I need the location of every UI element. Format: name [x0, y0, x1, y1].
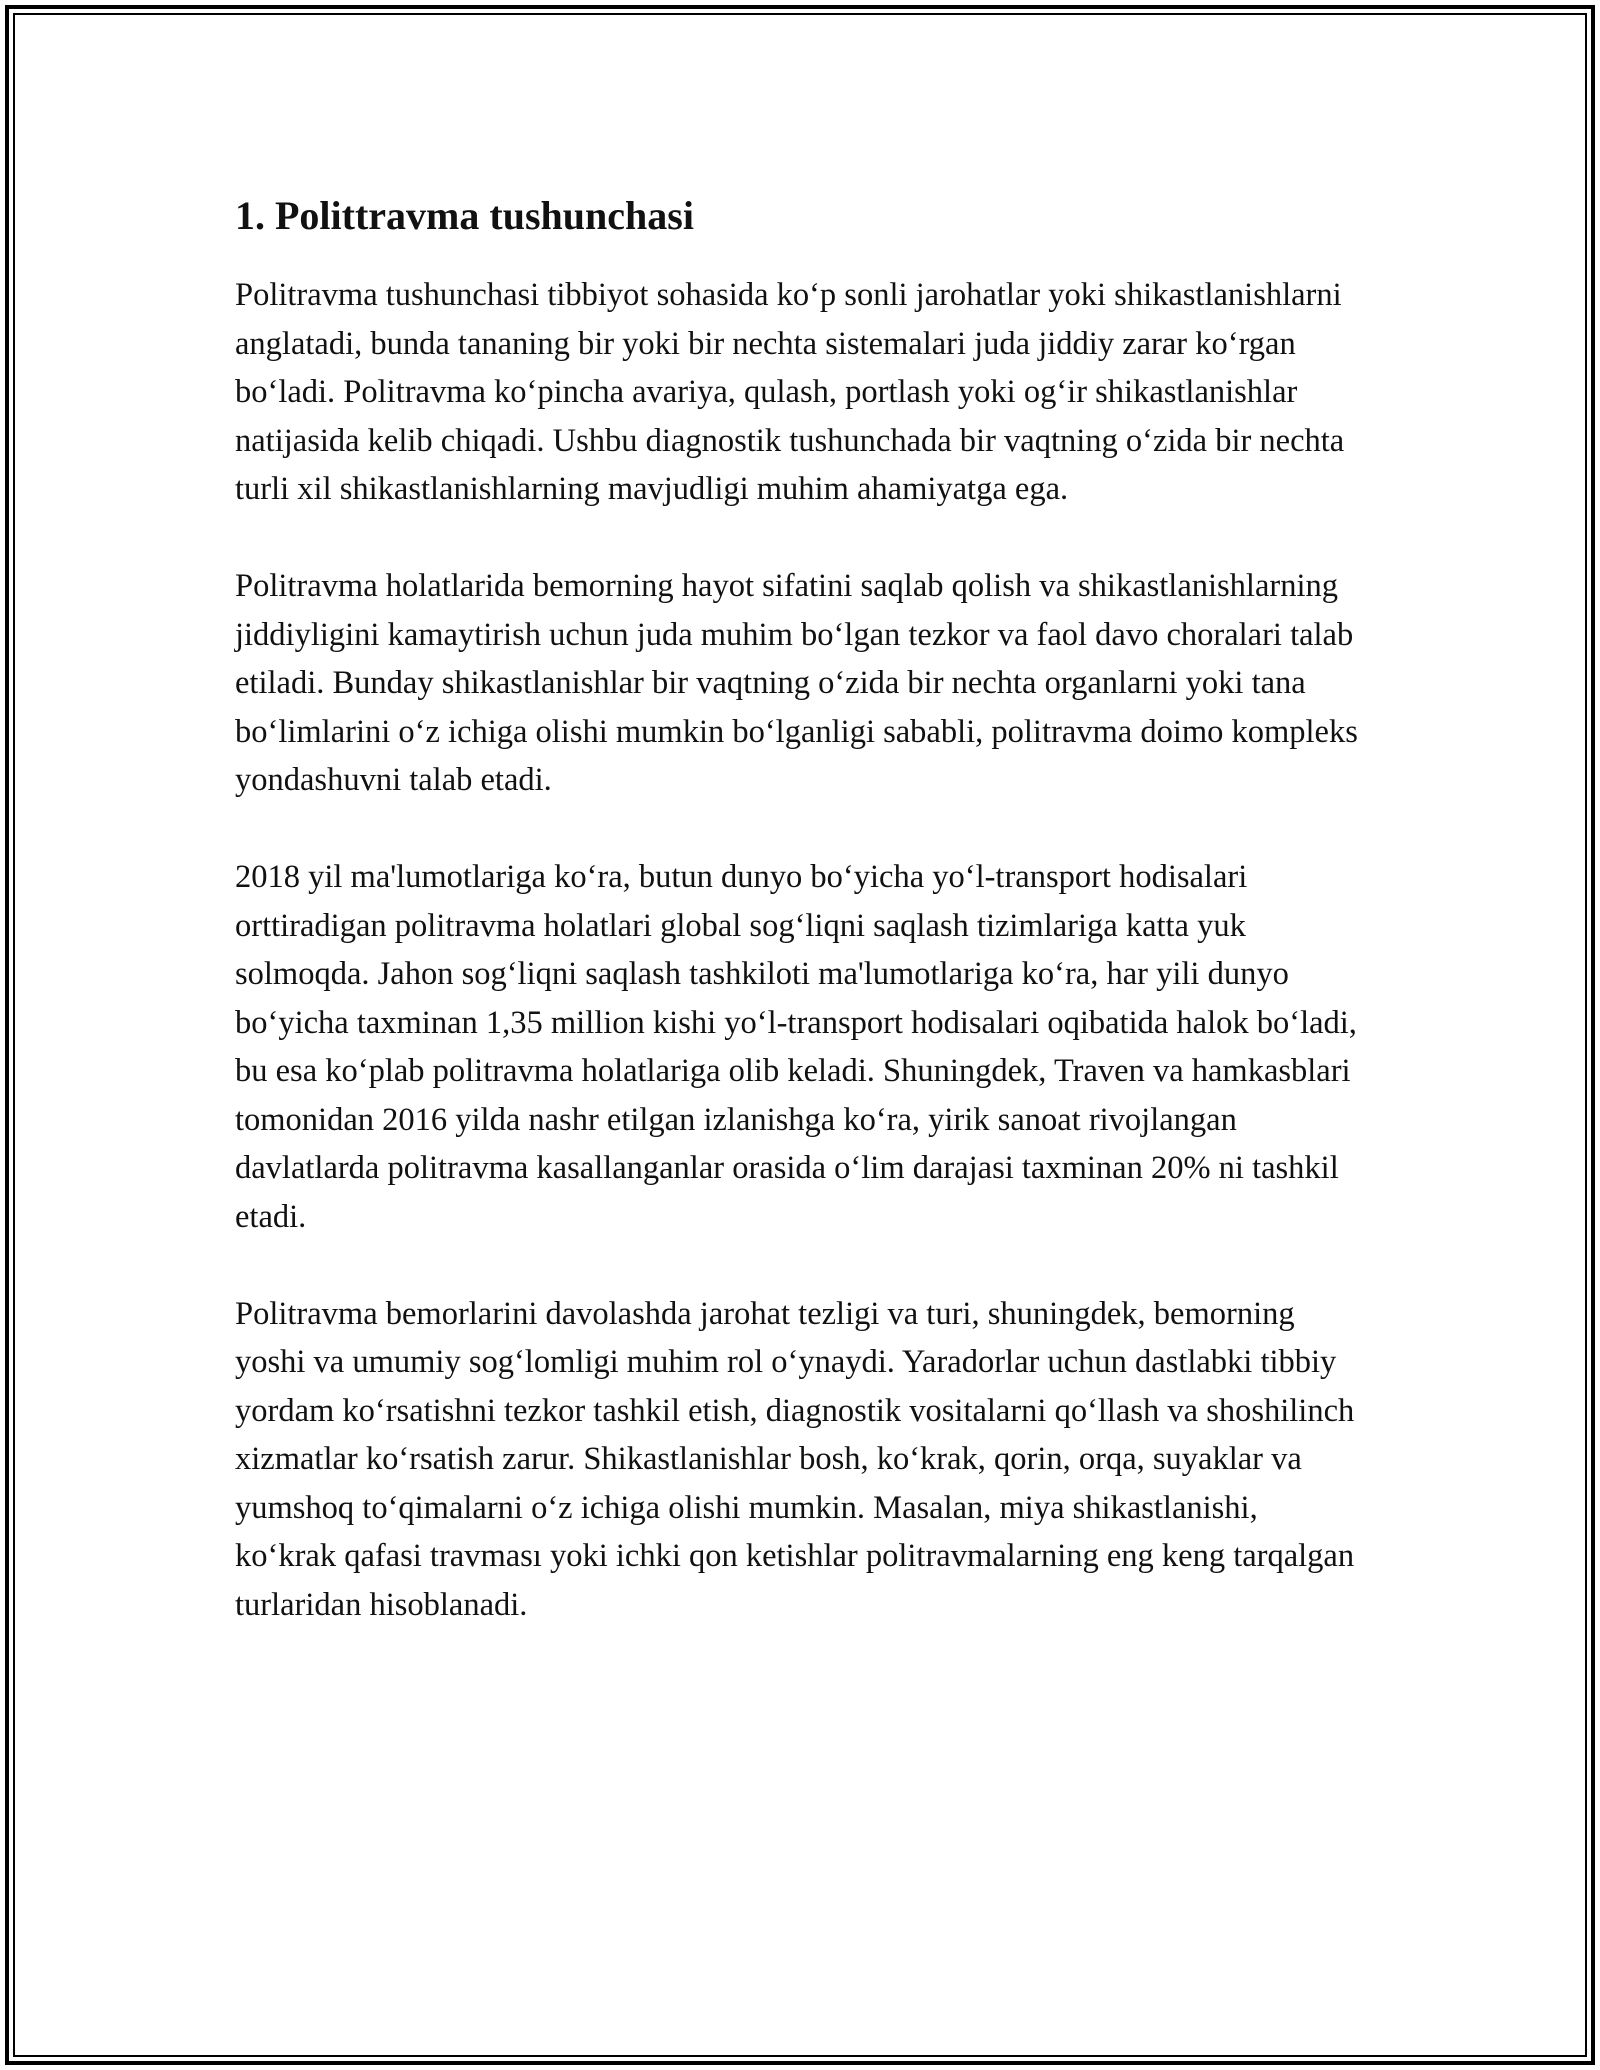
paragraph-4: Politravma bemorlarini davolashda jarohat tezligi va turi, shuningdek, bemorning yoshi va umumiy sogʻlomligi muhim rol oʻynaydi. Yaradorlar uchun dastlabki tibbiy yordam koʻrsatishni tezkor tashkil etish, diagnostik vositalarni qoʻllash va shoshilinch xizmatlar koʻrsatish zarur. Shikastlanishlar bosh, koʻkrak, qorin, orqa, suyaklar va yumshoq toʻqimalarni oʻz ichiga olishi mumkin. Masalan, miya shikastlanishi, koʻkrak qafasi travması yoki ichki qon ketishlar politravmalarning eng keng tarqalgan turlaridan hisoblanadi.: [235, 1295, 1355, 1623]
paragraph-1: Politravma tushunchasi tibbiyot sohasida koʻp sonli jarohatlar yoki shikastlanishlarni anglatadi, bunda tananing bir yoki bir nechta sistemalari juda jiddiy zarar koʻrgan boʻladi. Politravma koʻpincha avariya, qulash, portlash yoki ogʻir shikastlanishlar natijasida kelib chiqadi. Ushbu diagnostik tushunchada bir vaqtning oʻzida bir nechta turli xil shikastlanishlarning mavjudligi muhim ahamiyatga ega.: [235, 277, 1345, 507]
document-body: [235, 185, 1365, 1678]
paragraph-3: 2018 yil ma'lumotlariga koʻra, butun dunyo boʻyicha yoʻl-transport hodisalari orttiradigan politravma holatlari global sogʻliqni saqlash tizimlariga katta yuk solmoqda. Jahon sogʻliqni saqlash tashkiloti ma'lumotlariga koʻra, har yili dunyo boʻyicha taxminan 1,35 million kishi yoʻl-transport hodisalari oqibatida halok boʻladi, bu esa koʻplab politravma holatlariga olib keladi. Shuningdek, Traven va hamkasblari tomonidan 2016 yilda nashr etilgan izlanishga koʻra, yirik sanoat rivojlangan davlatlarda politravma kasallanganlar orasida oʻlim darajasi taxminan 20% ni tashkil etadi.: [235, 859, 1357, 1235]
section-heading: 1. Polittravma tushunchasi: [235, 193, 694, 238]
paragraph-2: Politravma holatlarida bemorning hayot sifatini saqlab qolish va shikastlanishlarning jiddiyligini kamaytirish uchun juda muhim boʻlgan tezkor va faol davo choralari talab etiladi. Bunday shikastlanishlar bir vaqtning oʻzida bir nechta organlarni yoki tana boʻlimlarini oʻz ichiga olishi mumkin boʻlganligi sababli, politravma doimo kompleks yondashuvni talab etadi.: [235, 568, 1358, 798]
